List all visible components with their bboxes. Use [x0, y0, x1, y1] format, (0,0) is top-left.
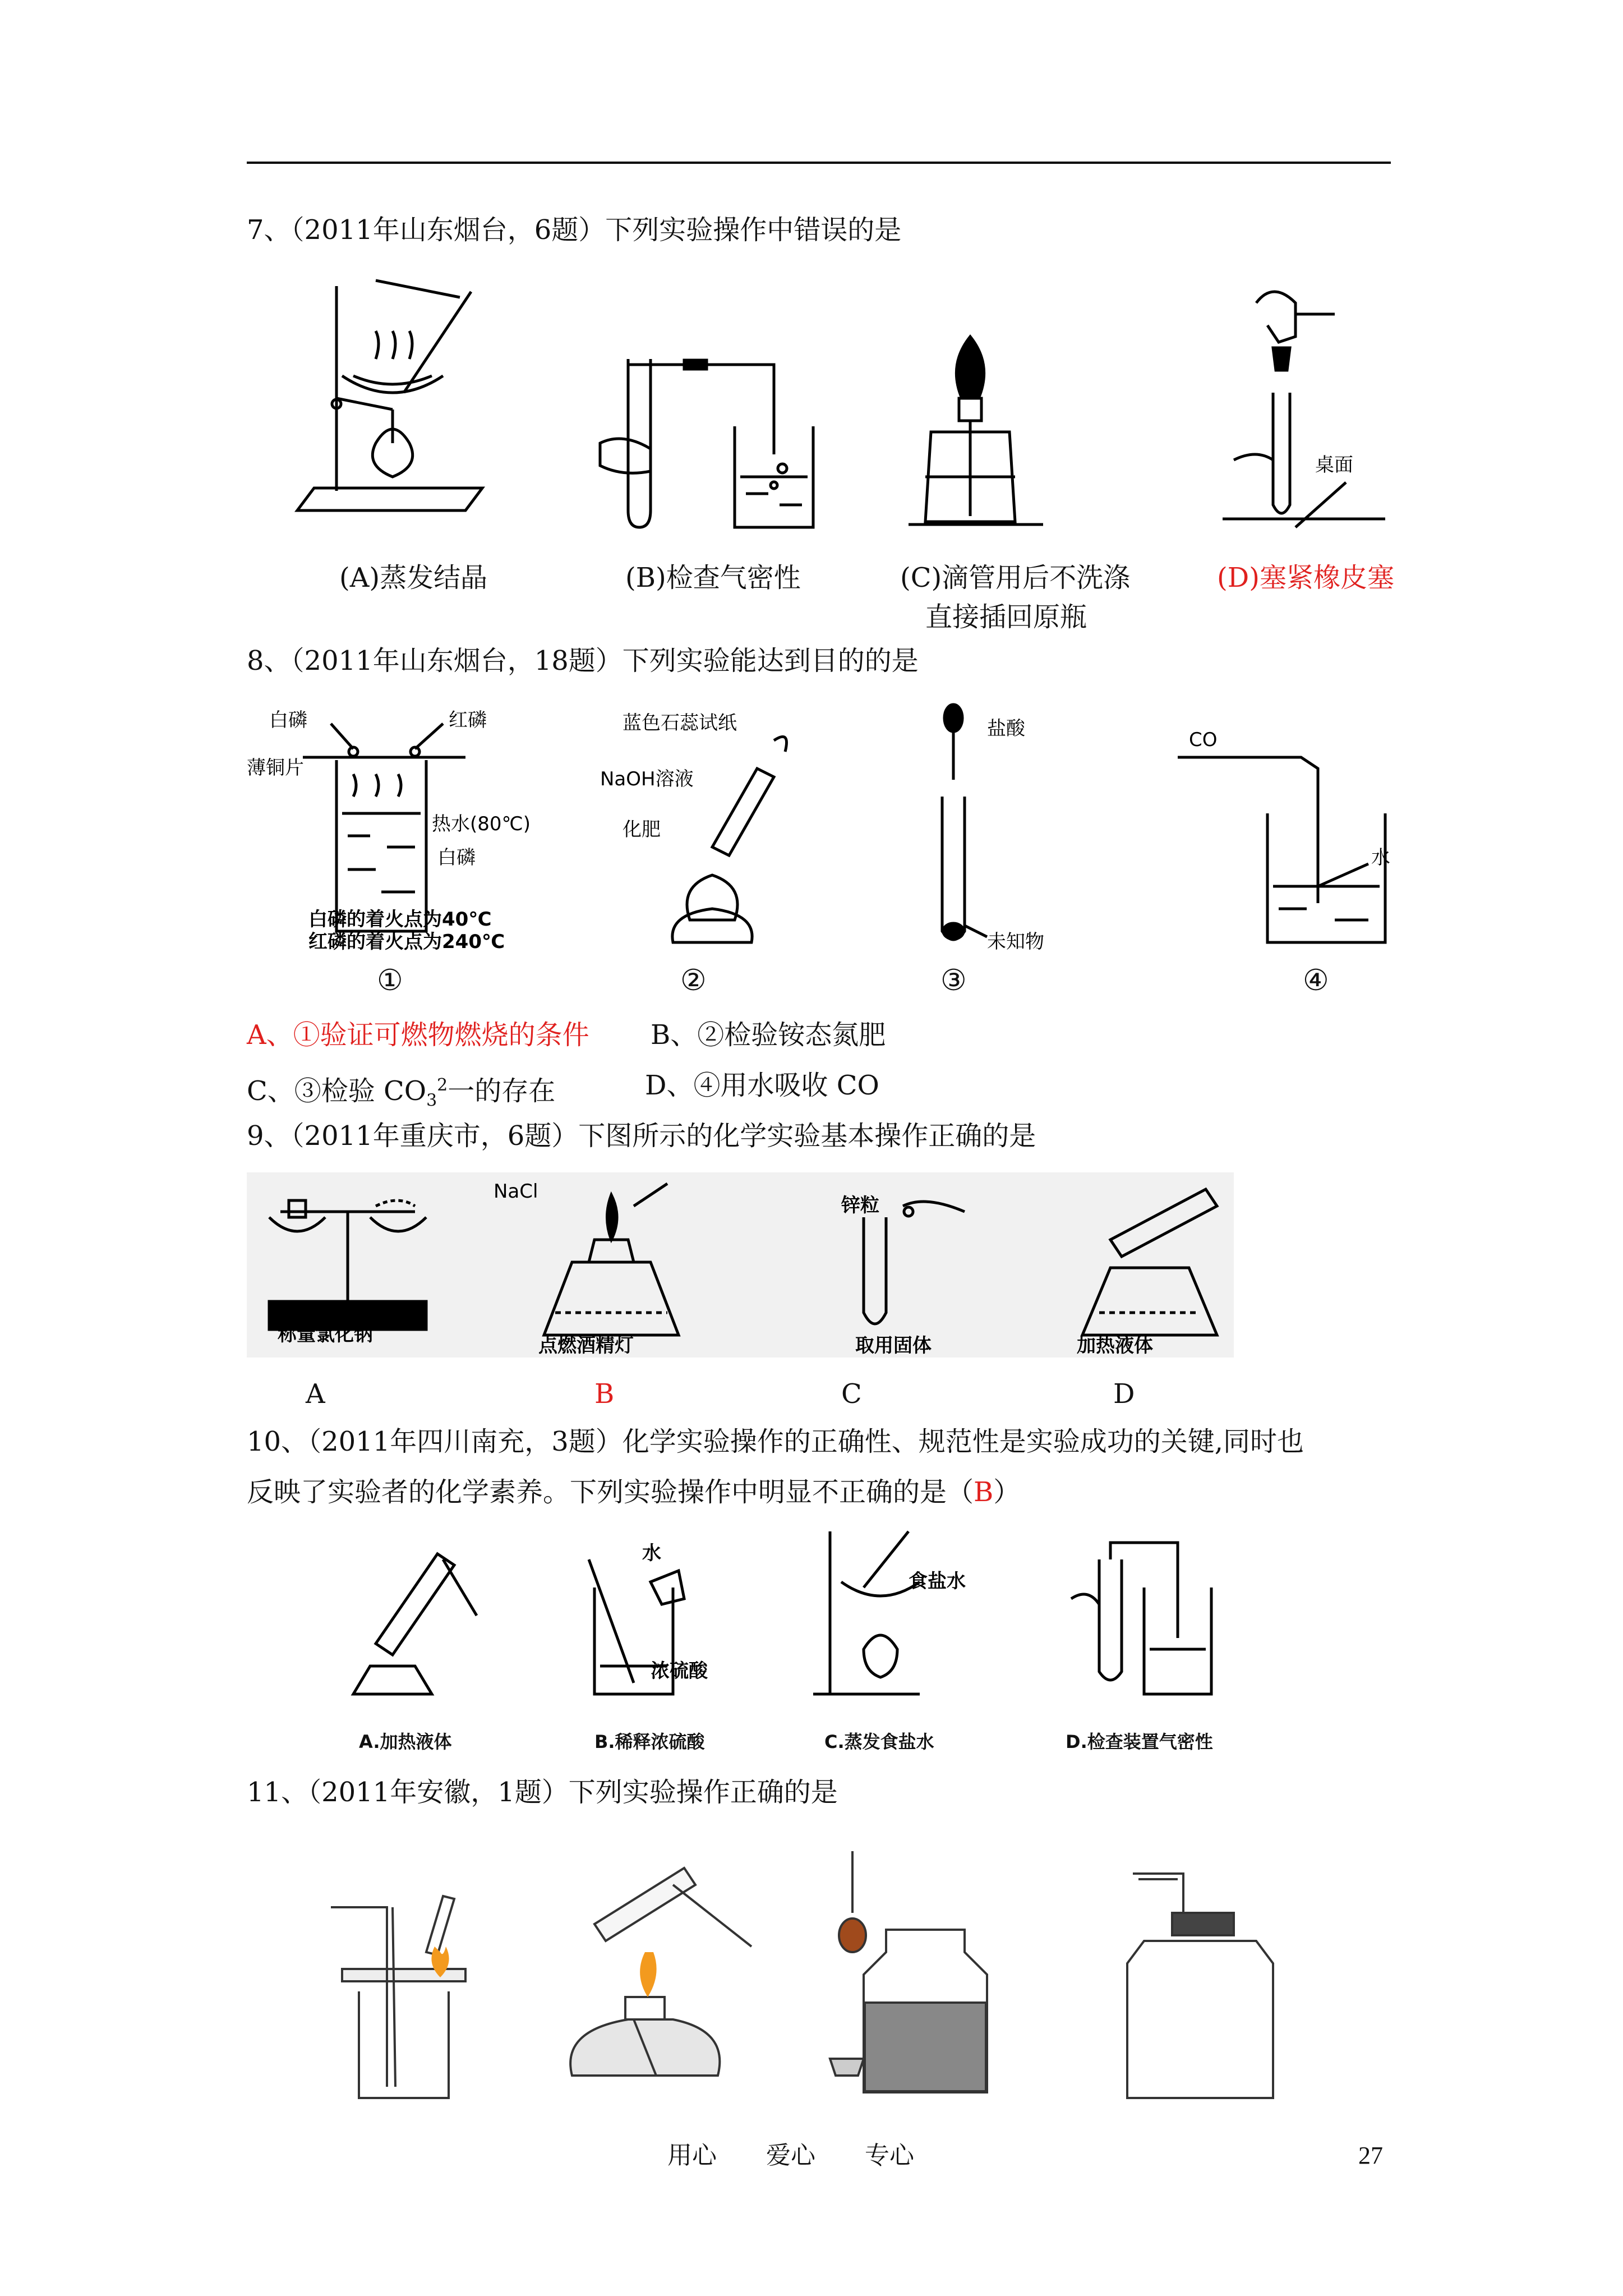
- q8-figure-1: [247, 701, 594, 959]
- q10-caption-b: B.稀释浓硫酸: [594, 1731, 705, 1752]
- svg-text:白磷: 白磷: [269, 709, 307, 731]
- q10-caption-d: D.检查装置气密性: [1066, 1731, 1213, 1752]
- q9-stem: 9、（2011年重庆市，6题）下图所示的化学实验基本操作正确的是: [247, 1120, 1036, 1152]
- q9-letter-b: B: [594, 1378, 615, 1410]
- svg-text:水: 水: [642, 1542, 661, 1565]
- q7-figure-a: [292, 275, 494, 539]
- svg-text:点燃酒精灯: 点燃酒精灯: [538, 1335, 634, 1357]
- q8-num-4: ④: [1303, 964, 1329, 997]
- q8-option-d: D、④用水吸收 CO: [645, 1070, 879, 1101]
- q11-stem: 11、（2011年安徽，1题）下列实验操作正确的是: [247, 1777, 838, 1808]
- svg-text:取用固体: 取用固体: [855, 1335, 932, 1357]
- q8-option-c: C、③检验 $CO_3^2$一的存在: [247, 1075, 556, 1111]
- q7-figure-d: [1223, 280, 1391, 533]
- q8-option-a: A、①验证可燃物燃烧的条件: [247, 1019, 589, 1051]
- q8-option-b: B、②检验铵态氮肥: [651, 1019, 886, 1051]
- q8-figure-3: [920, 701, 1088, 954]
- svg-text:锌粒: 锌粒: [841, 1194, 879, 1217]
- q10-caption-a: A.加热液体: [359, 1731, 452, 1752]
- svg-text:白磷: 白磷: [437, 846, 476, 869]
- svg-text:热水(80℃): 热水(80℃): [432, 813, 531, 835]
- q8-figure-2: [600, 707, 824, 965]
- q10-answer: B: [974, 1476, 994, 1508]
- q11-figures: [314, 1851, 1301, 2109]
- q7-option-c: (C)滴管用后不洗涤: [900, 562, 1131, 593]
- q7-option-b: (B)检查气密性: [625, 562, 801, 593]
- svg-text:食盐水: 食盐水: [909, 1570, 966, 1593]
- q9-letter-a: A: [306, 1378, 325, 1410]
- svg-text:加热液体: 加热液体: [1077, 1335, 1153, 1357]
- q8-num-3: ③: [940, 964, 967, 997]
- q10-figures: [336, 1526, 1267, 1739]
- svg-text:盐酸: 盐酸: [987, 717, 1025, 740]
- svg-text:CO: CO: [1189, 729, 1218, 751]
- svg-text:白磷的着火点为40℃: 白磷的着火点为40℃: [308, 908, 492, 931]
- footer-text: 用心 爱心 专心: [667, 2141, 914, 2170]
- q9-letter-c: C: [841, 1378, 862, 1410]
- svg-text:薄铜片: 薄铜片: [247, 757, 304, 779]
- q9-figure-strip: [247, 1172, 1234, 1358]
- q7-stem: 7、（2011年山东烟台，6题）下列实验操作中错误的是: [247, 214, 902, 246]
- q7-table-label: 桌面: [1315, 454, 1353, 476]
- q9-letter-d: D: [1113, 1378, 1135, 1410]
- q10-stem-line1: 10、（2011年四川南充，3题）化学实验操作的正确性、规范性是实验成功的关键,同时也: [247, 1426, 1304, 1457]
- q8-num-2: ②: [680, 964, 707, 997]
- svg-text:红磷: 红磷: [449, 709, 487, 731]
- q7-figure-b: [589, 342, 824, 539]
- q7-option-a: (A)蒸发结晶: [339, 562, 488, 593]
- svg-text:NaOH溶液: NaOH溶液: [600, 768, 694, 790]
- q8-figure-4: [1178, 718, 1413, 954]
- svg-text:蓝色石蕊试纸: 蓝色石蕊试纸: [623, 712, 737, 734]
- q8-stem: 8、（2011年山东烟台，18题）下列实验能达到目的的是: [247, 645, 919, 677]
- svg-text:红磷的着火点为240℃: 红磷的着火点为240℃: [308, 931, 505, 953]
- svg-text:浓硫酸: 浓硫酸: [651, 1660, 708, 1682]
- svg-text:称量氯化钠: 称量氯化钠: [278, 1323, 373, 1346]
- q8-num-1: ①: [377, 964, 403, 997]
- q10-stem-line2: 反映了实验者的化学素养。下列实验操作中明显不正确的是（B）: [247, 1476, 1021, 1508]
- q10-caption-c: C.蒸发食盐水: [824, 1731, 934, 1752]
- page-number: 27: [1358, 2142, 1383, 2169]
- svg-text:NaCl: NaCl: [494, 1180, 538, 1203]
- svg-text:化肥: 化肥: [623, 818, 661, 841]
- svg-text:水: 水: [1371, 846, 1390, 869]
- header-rule: [247, 162, 1391, 164]
- svg-text:未知物: 未知物: [987, 931, 1044, 953]
- q7-option-c-cont: 直接插回原瓶: [925, 601, 1087, 633]
- q7-figure-c: [909, 331, 1054, 539]
- q7-option-d: (D)塞紧橡皮塞: [1217, 562, 1394, 593]
